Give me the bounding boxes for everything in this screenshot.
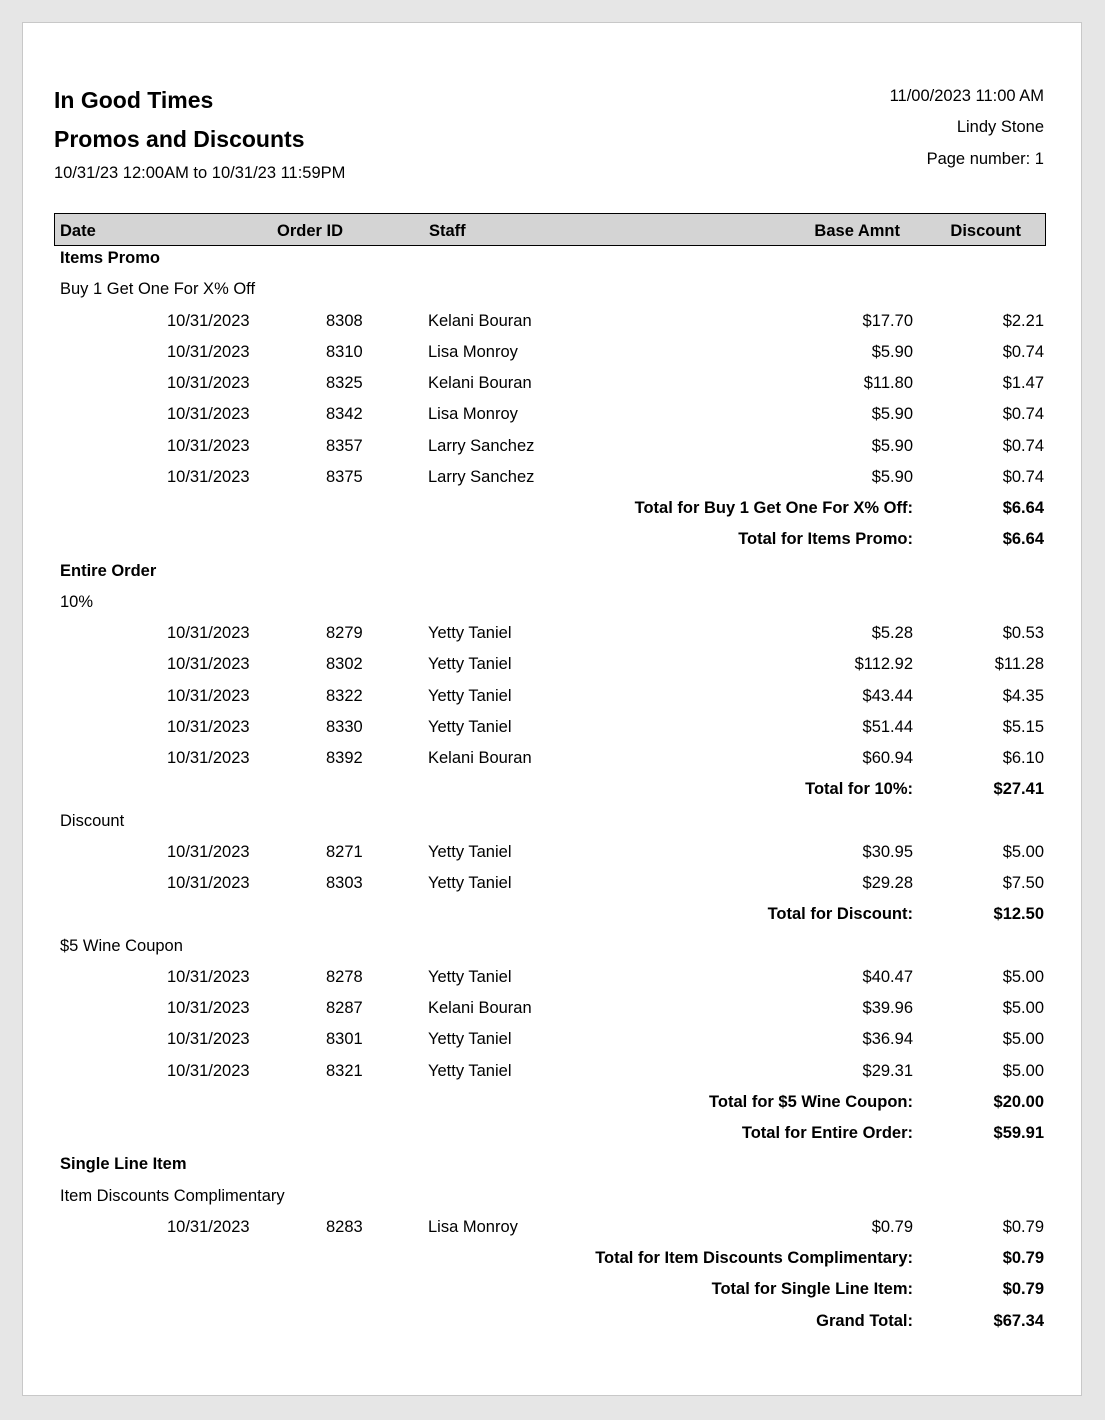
order-date: 10/31/2023 bbox=[167, 1217, 250, 1236]
order-date: 10/31/2023 bbox=[167, 624, 250, 642]
table-row bbox=[23, 968, 1081, 992]
discount-amount: $5.15 bbox=[1002, 717, 1044, 736]
base-amount: $5.90 bbox=[871, 467, 913, 486]
order-date: 10/31/2023 bbox=[167, 686, 250, 705]
discount-amount: $5.00 bbox=[1002, 842, 1044, 861]
subgroup-name: 10% bbox=[60, 592, 94, 611]
base-amount: $17.70 bbox=[862, 311, 913, 330]
base-amount: $29.28 bbox=[862, 874, 913, 892]
table-row bbox=[23, 874, 1081, 898]
table-row bbox=[23, 655, 1081, 679]
subgroup-total-row bbox=[23, 1093, 1081, 1117]
base-amount: $5.90 bbox=[871, 405, 913, 424]
subgroup-header bbox=[23, 280, 1081, 304]
staff-name: Yetty Taniel bbox=[428, 874, 512, 892]
order-id: 8310 bbox=[326, 342, 363, 361]
grand-total-label: Grand Total: bbox=[816, 1311, 913, 1330]
staff-name: Yetty Taniel bbox=[428, 717, 512, 736]
order-date: 10/31/2023 bbox=[167, 1030, 250, 1049]
discount-amount: $0.74 bbox=[1002, 405, 1044, 424]
discount-amount: $5.00 bbox=[1002, 967, 1044, 986]
subgroup-total-label: Total for $5 Wine Coupon: bbox=[709, 1092, 913, 1111]
subgroup-total-label: Total for Item Discounts Complimentary: bbox=[595, 1249, 913, 1267]
order-id: 8271 bbox=[326, 842, 363, 861]
order-id: 8287 bbox=[326, 999, 363, 1017]
base-amount: $60.94 bbox=[862, 749, 913, 767]
report-body bbox=[23, 23, 1081, 1395]
order-date: 10/31/2023 bbox=[167, 655, 250, 674]
staff-name: Yetty Taniel bbox=[428, 1061, 512, 1080]
order-id: 8342 bbox=[326, 405, 363, 424]
group-total-value: $59.91 bbox=[993, 1124, 1044, 1142]
order-id: 8302 bbox=[326, 655, 363, 674]
grand-total-row bbox=[23, 1312, 1081, 1336]
order-date: 10/31/2023 bbox=[167, 436, 250, 455]
discount-amount: $5.00 bbox=[1002, 999, 1044, 1017]
group-total-value: $6.64 bbox=[1002, 530, 1044, 549]
date-range: 10/31/23 12:00AM to 10/31/23 11:59PM bbox=[54, 164, 346, 182]
table-row bbox=[23, 843, 1081, 867]
group-name: Single Line Item bbox=[60, 1155, 187, 1174]
base-amount: $5.90 bbox=[871, 436, 913, 455]
base-amount: $29.31 bbox=[862, 1061, 913, 1080]
staff-name: Kelani Bouran bbox=[428, 374, 532, 392]
table-row bbox=[23, 374, 1081, 398]
order-date: 10/31/2023 bbox=[167, 374, 250, 392]
staff-name: Kelani Bouran bbox=[428, 311, 532, 330]
group-total-label: Total for Entire Order: bbox=[741, 1124, 913, 1142]
order-id: 8325 bbox=[326, 374, 363, 392]
order-id: 8308 bbox=[326, 311, 363, 330]
order-date: 10/31/2023 bbox=[167, 874, 250, 892]
discount-amount: $0.74 bbox=[1002, 467, 1044, 486]
staff-name: Larry Sanchez bbox=[428, 436, 535, 455]
staff-name: Kelani Bouran bbox=[428, 999, 532, 1017]
order-date: 10/31/2023 bbox=[167, 311, 250, 330]
table-row bbox=[23, 1218, 1081, 1242]
table-row bbox=[23, 1030, 1081, 1054]
table-row bbox=[23, 405, 1081, 429]
order-id: 8330 bbox=[326, 717, 363, 736]
table-row bbox=[23, 312, 1081, 336]
column-header-order-id: Order ID bbox=[277, 222, 344, 240]
order-date: 10/31/2023 bbox=[167, 967, 250, 986]
staff-name: Larry Sanchez bbox=[428, 467, 535, 486]
order-id: 8322 bbox=[326, 686, 363, 705]
staff-name: Yetty Taniel bbox=[428, 655, 512, 674]
discount-amount: $0.74 bbox=[1002, 342, 1044, 361]
table-row bbox=[23, 749, 1081, 773]
column-header-staff: Staff bbox=[429, 222, 466, 240]
base-amount: $5.28 bbox=[871, 624, 913, 642]
staff-name: Lisa Monroy bbox=[428, 405, 518, 424]
subgroup-name: $5 Wine Coupon bbox=[60, 936, 183, 955]
group-total-row bbox=[23, 530, 1081, 554]
order-date: 10/31/2023 bbox=[167, 717, 250, 736]
subgroup-header bbox=[23, 937, 1081, 961]
staff-name: Lisa Monroy bbox=[428, 342, 518, 361]
subgroup-total-label: Total for Buy 1 Get One For X% Off: bbox=[634, 499, 913, 517]
order-date: 10/31/2023 bbox=[167, 405, 250, 424]
group-header bbox=[23, 1155, 1081, 1179]
group-header bbox=[23, 249, 1081, 273]
subgroup-name: Discount bbox=[60, 811, 125, 830]
group-total-row bbox=[23, 1280, 1081, 1304]
subgroup-total-value: $27.41 bbox=[993, 780, 1044, 799]
subgroup-total-value: $20.00 bbox=[993, 1092, 1044, 1111]
subgroup-total-row bbox=[23, 780, 1081, 804]
page-number: Page number: 1 bbox=[926, 150, 1044, 168]
table-row bbox=[23, 343, 1081, 367]
staff-name: Lisa Monroy bbox=[428, 1217, 518, 1236]
group-total-row bbox=[23, 1124, 1081, 1148]
staff-name: Yetty Taniel bbox=[428, 686, 512, 705]
group-total-label: Total for Single Line Item: bbox=[711, 1280, 913, 1299]
order-id: 8301 bbox=[326, 1030, 363, 1049]
subgroup-header bbox=[23, 1187, 1081, 1211]
group-name: Entire Order bbox=[60, 561, 157, 580]
staff-name: Yetty Taniel bbox=[428, 967, 512, 986]
discount-amount: $2.21 bbox=[1002, 311, 1044, 330]
subgroup-name: Buy 1 Get One For X% Off bbox=[60, 280, 256, 299]
order-date: 10/31/2023 bbox=[167, 342, 250, 361]
order-date: 10/31/2023 bbox=[167, 842, 250, 861]
group-total-label: Total for Items Promo: bbox=[738, 530, 913, 549]
column-header-base-amount: Base Amnt bbox=[814, 222, 900, 240]
base-amount: $51.44 bbox=[862, 717, 913, 736]
staff-name: Kelani Bouran bbox=[428, 749, 532, 767]
order-date: 10/31/2023 bbox=[167, 749, 250, 767]
group-header bbox=[23, 562, 1081, 586]
table-row bbox=[23, 718, 1081, 742]
order-id: 8283 bbox=[326, 1217, 363, 1236]
table-row bbox=[23, 1062, 1081, 1086]
discount-amount: $11.28 bbox=[994, 655, 1044, 674]
order-id: 8303 bbox=[326, 874, 363, 892]
discount-amount: $0.79 bbox=[1002, 1217, 1044, 1236]
group-name: Items Promo bbox=[60, 249, 160, 267]
order-date: 10/31/2023 bbox=[167, 467, 250, 486]
order-id: 8279 bbox=[326, 624, 363, 642]
order-id: 8375 bbox=[326, 467, 363, 486]
discount-amount: $6.10 bbox=[1002, 749, 1044, 767]
order-id: 8278 bbox=[326, 967, 363, 986]
base-amount: $30.95 bbox=[862, 842, 913, 861]
table-row bbox=[23, 437, 1081, 461]
subgroup-total-row bbox=[23, 499, 1081, 523]
staff-name: Yetty Taniel bbox=[428, 842, 512, 861]
discount-amount: $0.74 bbox=[1002, 436, 1044, 455]
subgroup-total-value: $12.50 bbox=[993, 905, 1044, 924]
subgroup-total-label: Total for 10%: bbox=[805, 780, 913, 799]
base-amount: $112.92 bbox=[854, 655, 913, 674]
printed-by: Lindy Stone bbox=[956, 118, 1044, 136]
subgroup-header bbox=[23, 812, 1081, 836]
printed-at: 11/00/2023 11:00 AM bbox=[889, 87, 1044, 105]
table-row bbox=[23, 687, 1081, 711]
base-amount: $5.90 bbox=[871, 342, 913, 361]
subgroup-total-label: Total for Discount: bbox=[767, 905, 913, 924]
subgroup-total-row bbox=[23, 905, 1081, 929]
report-page bbox=[22, 22, 1082, 1396]
base-amount: $40.47 bbox=[862, 967, 913, 986]
order-id: 8321 bbox=[326, 1061, 363, 1080]
subgroup-total-value: $0.79 bbox=[1002, 1249, 1044, 1267]
base-amount: $36.94 bbox=[862, 1030, 913, 1049]
discount-amount: $4.35 bbox=[1002, 686, 1044, 705]
order-id: 8392 bbox=[326, 749, 363, 767]
staff-name: Yetty Taniel bbox=[428, 1030, 512, 1049]
table-row bbox=[23, 999, 1081, 1023]
base-amount: $39.96 bbox=[862, 999, 913, 1017]
base-amount: $11.80 bbox=[863, 374, 913, 392]
business-name: In Good Times bbox=[54, 87, 214, 113]
column-header-date: Date bbox=[60, 222, 96, 240]
subgroup-header bbox=[23, 593, 1081, 617]
subgroup-total-row bbox=[23, 1249, 1081, 1273]
column-header-discount: Discount bbox=[950, 222, 1021, 240]
table-row bbox=[23, 624, 1081, 648]
order-date: 10/31/2023 bbox=[167, 1061, 250, 1080]
discount-amount: $7.50 bbox=[1002, 874, 1044, 892]
group-total-value: $0.79 bbox=[1002, 1280, 1044, 1299]
subgroup-name: Item Discounts Complimentary bbox=[60, 1186, 285, 1205]
order-id: 8357 bbox=[326, 436, 363, 455]
base-amount: $0.79 bbox=[871, 1217, 913, 1236]
discount-amount: $5.00 bbox=[1002, 1061, 1044, 1080]
base-amount: $43.44 bbox=[862, 686, 913, 705]
discount-amount: $1.47 bbox=[1002, 374, 1044, 392]
discount-amount: $0.53 bbox=[1002, 624, 1044, 642]
table-row bbox=[23, 468, 1081, 492]
staff-name: Yetty Taniel bbox=[428, 624, 512, 642]
report-title: Promos and Discounts bbox=[54, 126, 305, 152]
grand-total-value: $67.34 bbox=[993, 1311, 1044, 1330]
discount-amount: $5.00 bbox=[1002, 1030, 1044, 1049]
order-date: 10/31/2023 bbox=[167, 999, 250, 1017]
subgroup-total-value: $6.64 bbox=[1002, 499, 1044, 517]
